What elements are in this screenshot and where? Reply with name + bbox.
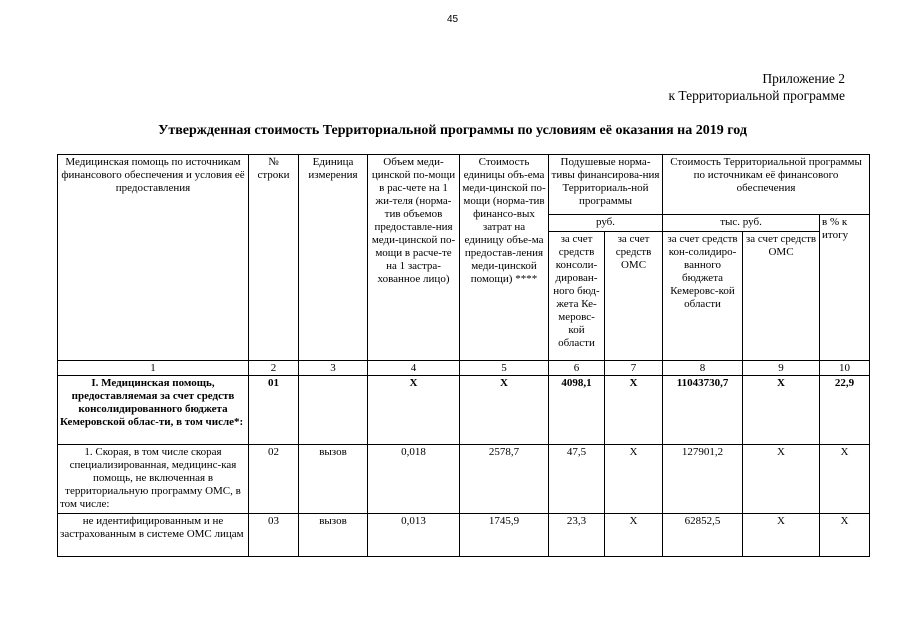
row-description: I. Медицинская помощь, предоставляемая за счет средств консолидированного бюджета Кемеровской облас-ти, в том числе*: xyxy=(58,376,249,445)
row-per-capita-budget: 4098,1 xyxy=(549,376,605,445)
column-number: 5 xyxy=(460,361,549,376)
header-row-1 xyxy=(58,155,870,215)
page-number: 45 xyxy=(446,14,459,25)
row-description: 1. Скорая, в том числе скорая специализированная, медицинс-кая помощь, не включенная в территориальную программу ОМС, в том числе: xyxy=(58,445,249,514)
row-per-capita-oms: X xyxy=(605,445,663,514)
column-number: 7 xyxy=(605,361,663,376)
header-per-capita-budget: за счет средств консоли-дирован-ного бюд-жета Ке-меровс-кой области xyxy=(549,232,605,361)
row-percent: X xyxy=(820,514,870,557)
column-number: 8 xyxy=(663,361,743,376)
row-per-capita-oms: X xyxy=(605,514,663,557)
header-unit-cost: Стоимость единицы объ-ема меди-цинской по-мощи (норма-тив финансо-вых затрат на единицу объе-ма предостав-ления меди-цинской помощи) **** xyxy=(460,155,549,361)
column-number: 6 xyxy=(549,361,605,376)
table-row xyxy=(58,514,870,557)
column-number: 10 xyxy=(820,361,870,376)
row-description: не идентифицированным и не застрахованным в системе ОМС лицам xyxy=(58,514,249,557)
header-cost-oms: за счет средств ОМС xyxy=(743,232,820,361)
appendix-line-1: Приложение 2 xyxy=(762,71,845,86)
appendix-line-2: к Территориальной программе xyxy=(668,88,845,103)
row-cost-budget: 127901,2 xyxy=(663,445,743,514)
row-unit-cost: X xyxy=(460,376,549,445)
header-row-number: № строки xyxy=(249,155,299,361)
row-unit xyxy=(299,376,368,445)
row-cost-oms: X xyxy=(743,445,820,514)
row-per-capita-budget: 23,3 xyxy=(549,514,605,557)
header-unit: Единица измерения xyxy=(299,155,368,361)
column-number: 2 xyxy=(249,361,299,376)
row-per-capita-oms: X xyxy=(605,376,663,445)
column-number: 1 xyxy=(58,361,249,376)
header-cost-budget: за счет средств кон-солидиро-ванного бюджета Кемеровс-кой области xyxy=(663,232,743,361)
row-unit-cost: 2578,7 xyxy=(460,445,549,514)
appendix-note xyxy=(669,70,846,104)
document-title: Утвержденная стоимость Территориальной программы по условиям её оказания на 2019 год xyxy=(158,123,747,138)
row-cost-budget: 62852,5 xyxy=(663,514,743,557)
header-per-capita-oms: за счет средств ОМС xyxy=(605,232,663,361)
row-cost-oms: X xyxy=(743,514,820,557)
header-percent: в % к итогу xyxy=(820,215,870,361)
header-medical-care: Медицинская помощь по источникам финансового обеспечения и условия её предоставления xyxy=(58,155,249,361)
row-cost-budget: 11043730,7 xyxy=(663,376,743,445)
header-rub: руб. xyxy=(549,215,663,232)
table-row xyxy=(58,445,870,514)
header-per-capita: Подушевые норма-тивы финансирова-ния Территориаль-ной программы xyxy=(549,155,663,215)
row-percent: X xyxy=(820,445,870,514)
row-number: 03 xyxy=(249,514,299,557)
row-unit: вызов xyxy=(299,514,368,557)
row-volume: 0,018 xyxy=(368,445,460,514)
column-number-row xyxy=(58,361,870,376)
row-percent: 22,9 xyxy=(820,376,870,445)
column-number: 3 xyxy=(299,361,368,376)
column-number: 9 xyxy=(743,361,820,376)
cost-table xyxy=(57,154,870,557)
row-unit: вызов xyxy=(299,445,368,514)
row-unit-cost: 1745,9 xyxy=(460,514,549,557)
header-volume: Объем меди-цинской по-мощи в рас-чете на 1 жи-теля (норма-тив объемов предоставле-ния меди-цинской по-мощи в расче-те на 1 застра-хованное лицо) xyxy=(368,155,460,361)
header-thous-rub: тыс. руб. xyxy=(663,215,820,232)
row-volume: X xyxy=(368,376,460,445)
table-row xyxy=(58,376,870,445)
header-program-cost: Стоимость Территориальной программы по источникам её финансового обеспечения xyxy=(663,155,870,215)
row-cost-oms: X xyxy=(743,376,820,445)
column-number: 4 xyxy=(368,361,460,376)
row-volume: 0,013 xyxy=(368,514,460,557)
row-number: 02 xyxy=(249,445,299,514)
row-per-capita-budget: 47,5 xyxy=(549,445,605,514)
row-number: 01 xyxy=(249,376,299,445)
